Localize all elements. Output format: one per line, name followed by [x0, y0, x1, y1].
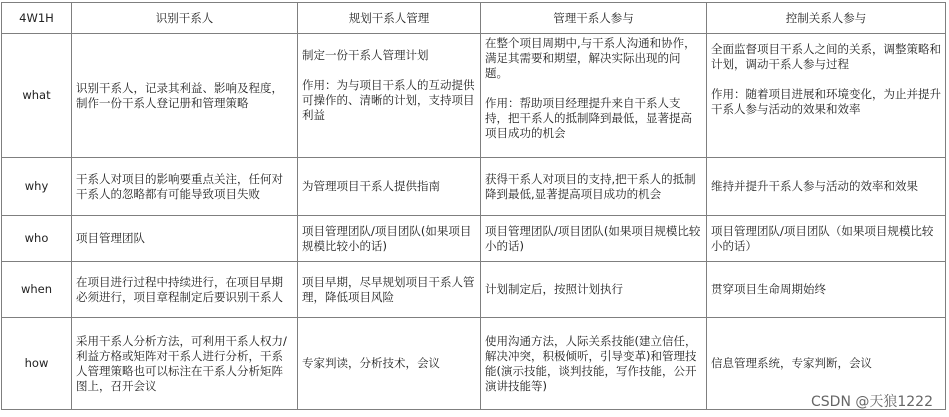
table-cell — [72, 216, 298, 262]
cell-text: 项目管理团队/项目团队(如果项目规模比较小的话) — [485, 223, 701, 253]
cell-text: 使用沟通方法，人际关系技能(建立信任，解决冲突，积极倾听，引导变革)和管理技能(演示技能，谈判技能，写作技能，公开演讲技能等) — [485, 333, 697, 393]
table-cell — [72, 34, 298, 158]
4w1h-table — [1, 2, 946, 410]
table-cell — [481, 262, 707, 318]
table-cell — [298, 318, 481, 410]
header-cell: 规划干系人管理 — [298, 3, 481, 34]
cell-text: 作用：帮助项目经理提升来自干系人支持，把干系人的抵制降到最低，显著提高项目成功的机会 — [485, 96, 692, 140]
cell-text: 获得干系人对项目的支持,把干系人的抵制降到最低,显著提高项目成功的机会 — [485, 171, 696, 201]
header-row — [2, 3, 946, 34]
row-label: when — [2, 262, 72, 318]
cell-text: 干系人对项目的影响要重点关注，任何对干系人的忽略都有可能导致项目失败 — [76, 171, 283, 201]
cell-text: 识别干系人，记录其利益、影响及程度，制作一份干系人登记册和管理策略 — [76, 80, 283, 110]
cell-text: 制定一份干系人管理计划 — [302, 48, 429, 62]
header-cell: 管理干系人参与 — [481, 3, 707, 34]
table-cell — [298, 216, 481, 262]
row-label: how — [2, 318, 72, 410]
table-row — [2, 158, 946, 216]
cell-text: 在项目进行过程中持续进行，在项目早期必须进行，项目章程制定后要识别干系人 — [76, 274, 283, 304]
cell-text: 作用：为与项目干系人的互动提供可操作的、清晰的计划，支持项目利益 — [302, 78, 475, 122]
table-cell — [298, 262, 481, 318]
cell-text: 采用干系人分析方法，可利用干系人权力/利益方格或矩阵对干系人进行分析，干系人管理策略也可以标注在干系人分析矩阵图上，召开会议 — [76, 333, 287, 393]
table-cell — [298, 34, 481, 158]
cell-text: 贯穿项目生命周期始终 — [711, 282, 826, 296]
cell-text: 专家判读，分析技术，会议 — [302, 356, 440, 370]
watermark-text: CSDN @天狼1222 — [811, 394, 933, 410]
table-cell — [481, 318, 707, 410]
header-cell: 识别干系人 — [72, 3, 298, 34]
table-cell — [707, 34, 946, 158]
row-label: who — [2, 216, 72, 262]
table-cell — [72, 318, 298, 410]
table-row — [2, 262, 946, 318]
table-cell — [72, 262, 298, 318]
header-cell: 控制关系人参与 — [707, 3, 946, 34]
header-cell: 4W1H — [2, 3, 72, 34]
cell-text: 为管理项目干系人提供指南 — [302, 179, 440, 193]
cell-text: 项目管理团队/项目团队（如果项目规模比较小的话） — [711, 223, 934, 253]
row-label: what — [2, 34, 72, 158]
table-cell — [707, 262, 946, 318]
table-cell — [707, 216, 946, 262]
cell-text: 项目管理团队/项目团队(如果项目规模比较小的话) — [302, 223, 472, 253]
table-cell — [707, 158, 946, 216]
cell-text: 在整个项目周期中,与干系人沟通和协作，满足其需要和期望，解决实际出现的问题。 — [485, 36, 696, 80]
row-label: why — [2, 158, 72, 216]
table-cell — [481, 158, 707, 216]
table-cell — [72, 158, 298, 216]
table-row — [2, 216, 946, 262]
cell-text: 计划制定后，按照计划执行 — [485, 282, 623, 296]
table-row — [2, 318, 946, 410]
table-cell — [481, 34, 707, 158]
cell-text: 项目早期，尽早规划项目干系人管理，降低项目风险 — [302, 274, 475, 304]
table-cell — [481, 216, 707, 262]
cell-text: 信息管理系统，专家判断，会议 — [711, 356, 872, 370]
cell-text: 项目管理团队 — [76, 231, 145, 245]
cell-text: 维持并提升干系人参与活动的效率和效果 — [711, 179, 918, 193]
cell-text: 全面监督项目干系人之间的关系，调整策略和计划，调动干系人参与过程 — [711, 42, 941, 71]
cell-text: 作用：随着项目进展和环境变化，为止并提升干系人参与活动的效果和效率 — [711, 87, 941, 116]
table-cell — [298, 158, 481, 216]
table-row — [2, 34, 946, 158]
